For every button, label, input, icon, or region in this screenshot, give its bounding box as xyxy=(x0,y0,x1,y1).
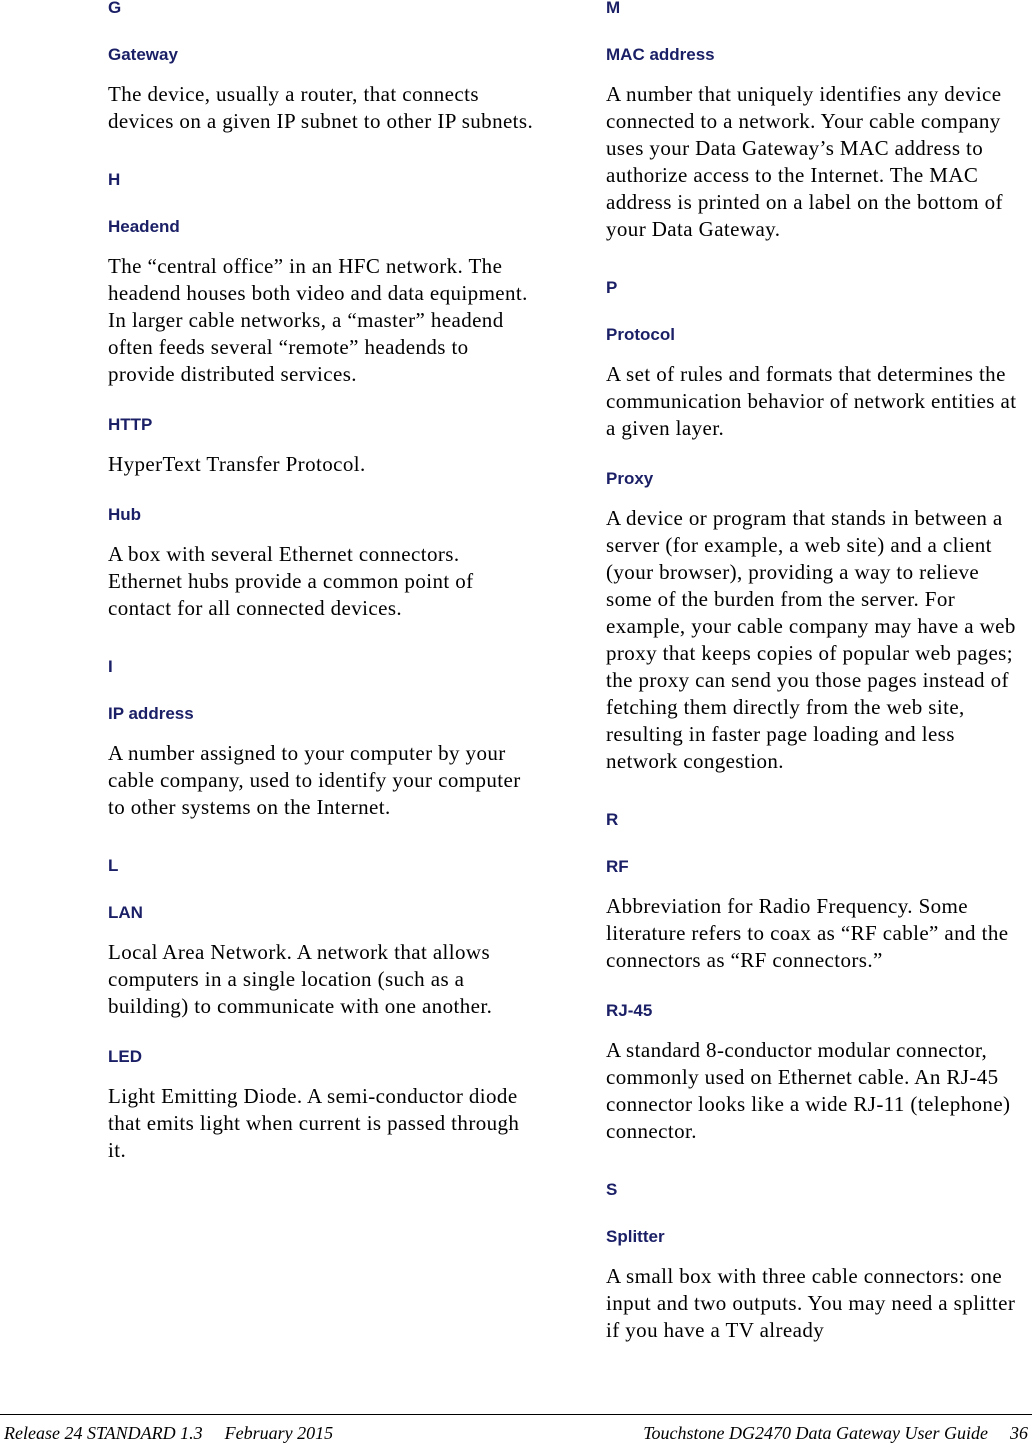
footer-divider xyxy=(0,1414,1032,1415)
glossary-entry xyxy=(108,217,538,388)
section-letter: P xyxy=(606,278,618,297)
glossary-definition: Abbreviation for Radio Frequency. Some literature refers to coax as “RF cable” and the connectors as “RF connectors.” xyxy=(606,894,1009,972)
glossary-definition: A small box with three cable connectors: one input and two outputs. You may need a splitter if you have a TV already xyxy=(606,1264,1016,1342)
glossary-entry xyxy=(606,325,1030,442)
glossary-definition: The “central office” in an HFC network. The headend houses both video and data equipment. In larger cable networks, a “master” headend often feeds several “remote” headends to provide distributed services. xyxy=(108,254,528,386)
glossary-term: RF xyxy=(606,857,629,876)
glossary-definition: A standard 8-conductor modular connector, commonly used on Ethernet cable. An RJ-45 connector looks like a wide RJ-11 (telephone) connector. xyxy=(606,1038,1011,1143)
glossary-term: Proxy xyxy=(606,469,654,488)
section-letter: L xyxy=(108,856,119,875)
glossary-section xyxy=(606,0,1030,243)
glossary-definition: A device or program that stands in between a server (for example, a web site) and a client (your browser), providing a way to relieve some of the burden from the server. For example, your cable company may have a web proxy that keeps copies of popular web pages; the proxy can send you those pages instead of fetching them directly from the web site, resulting in faster page loading and less network congestion. xyxy=(606,506,1016,773)
glossary-entry xyxy=(606,1001,1030,1145)
glossary-definition: HyperText Transfer Protocol. xyxy=(108,452,366,476)
glossary-term: Hub xyxy=(108,505,142,524)
glossary-term: Splitter xyxy=(606,1227,665,1246)
section-letter: H xyxy=(108,170,121,189)
glossary-entry xyxy=(606,1227,1030,1344)
glossary-entry xyxy=(606,469,1030,775)
glossary-definition: A number that uniquely identifies any device connected to a network. Your cable company uses your Data Gateway’s MAC address to authorize access to the Internet. The MAC address is printed on a label on the bottom of your Data Gateway. xyxy=(606,82,1003,241)
glossary-term: HTTP xyxy=(108,415,153,434)
glossary-entry xyxy=(108,415,538,478)
glossary-section xyxy=(108,170,538,622)
glossary-entry xyxy=(606,857,1030,974)
glossary-term: Protocol xyxy=(606,325,675,344)
glossary-right-column xyxy=(606,0,1030,1344)
glossary-definition: A set of rules and formats that determines the communication behavior of network entities at a given layer. xyxy=(606,362,1017,440)
glossary-section xyxy=(606,1180,1030,1344)
glossary-term: Headend xyxy=(108,217,180,236)
glossary-definition: Light Emitting Diode. A semi-conductor diode that emits light when current is passed through it. xyxy=(108,1084,520,1162)
section-letter: M xyxy=(606,0,621,17)
glossary-term: LAN xyxy=(108,903,143,922)
glossary-entry xyxy=(108,704,538,821)
glossary-section xyxy=(606,278,1030,775)
footer-guide-title: Touchstone DG2470 Data Gateway User Guide xyxy=(643,1423,988,1443)
glossary-entry xyxy=(606,45,1030,243)
glossary-term: Gateway xyxy=(108,45,178,64)
glossary-section xyxy=(606,810,1030,1145)
footer-date: February 2015 xyxy=(224,1423,334,1443)
section-letter: I xyxy=(108,657,113,676)
footer-right xyxy=(643,1423,1028,1443)
section-letter: R xyxy=(606,810,619,829)
glossary-definition: The device, usually a router, that connects devices on a given IP subnet to other IP subnets. xyxy=(108,82,534,133)
glossary-entry xyxy=(108,1047,538,1164)
footer-release: Release 24 STANDARD 1.3 xyxy=(4,1423,203,1443)
glossary-term: MAC address xyxy=(606,45,715,64)
glossary-section xyxy=(108,856,538,1164)
glossary-definition: A box with several Ethernet connectors. Ethernet hubs provide a common point of contact for all connected devices. xyxy=(108,542,474,620)
glossary-entry xyxy=(108,45,538,135)
glossary-term: LED xyxy=(108,1047,142,1066)
glossary-definition: Local Area Network. A network that allows computers in a single location (such as a building) to communicate with one another. xyxy=(108,940,493,1018)
footer-page-number: 36 xyxy=(1010,1423,1028,1443)
glossary-section xyxy=(108,0,538,135)
glossary-left-column xyxy=(108,0,538,1164)
glossary-definition: A number assigned to your computer by your cable company, used to identify your computer to other systems on the Internet. xyxy=(108,741,521,819)
section-letter: G xyxy=(108,0,122,17)
glossary-term: RJ-45 xyxy=(606,1001,653,1020)
glossary-section xyxy=(108,657,538,821)
glossary-entry xyxy=(108,505,538,622)
glossary-term: IP address xyxy=(108,704,194,723)
glossary-entry xyxy=(108,903,538,1020)
footer-left xyxy=(4,1423,333,1443)
section-letter: S xyxy=(606,1180,618,1199)
